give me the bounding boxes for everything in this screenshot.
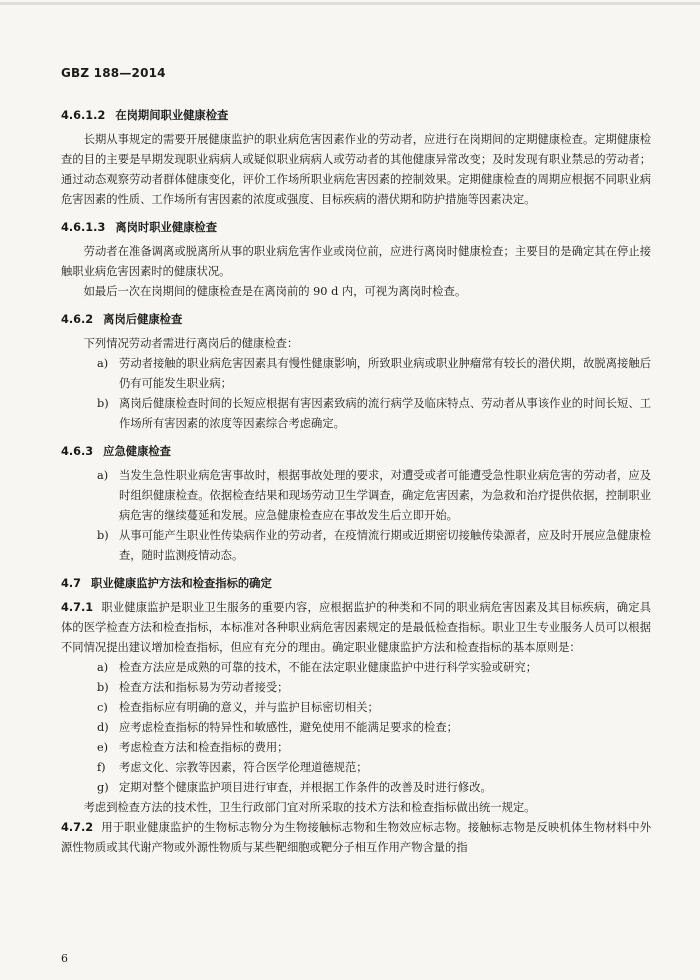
list-item: a) 当发生急性职业病危害事故时，根据事故处理的要求，对遭受或者可能遭受急性职业病危害的劳动者，应及时组织健康检查。依据检查结果和现场劳动卫生学调查，确定危害因素，为急救和治疗提供依据，控制职业病危害的继续蔓延和发展。应急健康检查应在事故发生后立即开始。	[97, 469, 651, 522]
standard-code-header: GBZ 188—2014	[61, 66, 166, 80]
list-item: c) 检查指标应有明确的意义，并与监护目标密切相关；	[97, 701, 379, 714]
list-item: f) 考虑文化、宗教等因素，符合医学伦理道德规范；	[97, 761, 368, 774]
paragraph-4-7-2: 4.7.2 用于职业健康监护的生物标志物分为生物接触标志物和生物效应标志物。接触标志物是反映机体生物材料中外源性物质或其代谢产物或外源性物质与某些靶细胞或靶分子相互作用产物含量的指	[61, 821, 651, 854]
list-item: d) 应考虑检查指标的特异性和敏感性，避免使用不能满足要求的检查；	[97, 721, 458, 734]
heading-4-6-3: 4.6.3 应急健康检查	[61, 445, 171, 458]
list-item: a) 检查方法应是成熟的可靠的技术，不能在法定职业健康监护中进行科学实验或研究；	[97, 661, 537, 674]
paragraph: 劳动者在准备调离或脱离所从事的职业病危害作业或岗位前，应进行离岗时健康检查；主要目的是确定其在停止接触职业病危害因素时的健康状况。	[61, 245, 651, 278]
heading-4-6-1-3: 4.6.1.3 离岗时职业健康检查	[61, 221, 218, 234]
heading-4-6-2: 4.6.2 离岗后健康检查	[61, 313, 183, 326]
heading-4-6-1-2: 4.6.1.2 在岗期间职业健康检查	[61, 109, 229, 122]
page-number: 6	[61, 952, 68, 965]
list-item: b) 从事可能产生职业性传染病作业的劳动者，在疫情流行期或近期密切接触传染源者，应及时开展应急健康检查，随时监测疫情动态。	[97, 529, 651, 562]
top-edge-line	[0, 2, 700, 5]
heading-4-7: 4.7 职业健康监护方法和检查指标的确定	[61, 577, 272, 590]
list-item: b) 离岗后健康检查时间的长短应根据有害因素致病的流行病学及临床特点、劳动者从事该作业的时间长短、工作场所有害因素的浓度等因素综合考虑确定。	[97, 397, 651, 430]
document-body	[61, 98, 651, 858]
list-item: g) 定期对整个健康监护项目进行审查，并根据工作条件的改善及时进行修改。	[97, 781, 492, 794]
list-item: a) 劳动者接触的职业病危害因素具有慢性健康影响，所致职业病或职业肿瘤常有较长的潜伏期，故脱离接触后仍有可能发生职业病；	[97, 357, 651, 390]
paragraph: 如最后一次在岗期间的健康检查是在离岗前的 90 d 内，可视为离岗时检查。	[83, 285, 467, 298]
paragraph: 下列情况劳动者需进行离岗后的健康检查：	[83, 337, 299, 350]
list-item: b) 检查方法和指标易为劳动者接受；	[97, 681, 289, 694]
list-item: e) 考虑检查方法和检查指标的费用；	[97, 741, 289, 754]
paragraph: 长期从事规定的需要开展健康监护的职业病危害因素作业的劳动者，应进行在岗期间的定期健康检查。定期健康检查的目的主要是早期发现职业病病人或疑似职业病病人或劳动者的其他健康异常改变；及时发现有职业禁忌的劳动者；通过动态观察劳动者群体健康变化，评价工作场所职业病危害因素的控制效果。定期健康检查的周期应根据不同职业病危害因素的性质、工作场所有害因素的浓度或强度、目标疾病的潜伏期和防护措施等因素决定。	[61, 133, 651, 206]
paragraph: 考虑到检查方法的技术性，卫生行政部门宜对所采取的技术方法和检查指标做出统一规定。	[83, 801, 536, 814]
paragraph-4-7-1: 4.7.1 职业健康监护是职业卫生服务的重要内容，应根据监护的种类和不同的职业病危害因素及其目标疾病，确定具体的医学检查方法和检查指标，本标准对各种职业病危害因素规定的是最低检查指标。职业卫生专业服务人员可以根据不同情况提出建议增加检查指标，但应有充分的理由。确定职业健康监护方法和检查指标的基本原则是：	[61, 601, 651, 654]
